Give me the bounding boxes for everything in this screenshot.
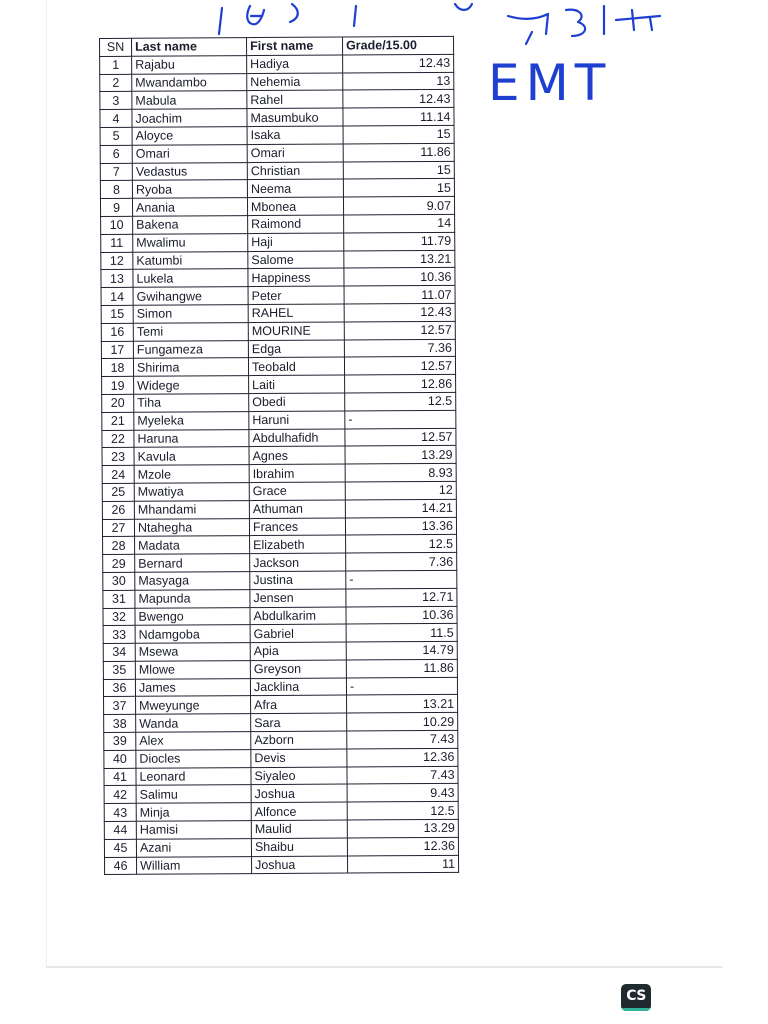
cell-sn: 13 bbox=[101, 270, 133, 288]
cell-sn: 22 bbox=[102, 430, 134, 448]
cell-sn: 7 bbox=[100, 163, 132, 181]
cell-grade: 7.36 bbox=[344, 339, 455, 357]
cell-sn: 46 bbox=[105, 857, 137, 875]
cell-sn: 36 bbox=[103, 679, 135, 697]
cell-last-name: Masyaga bbox=[135, 571, 250, 589]
cell-grade: 7.43 bbox=[347, 766, 458, 784]
cell-sn: 17 bbox=[101, 341, 133, 359]
table-row bbox=[104, 819, 458, 839]
cell-sn: 24 bbox=[102, 465, 134, 483]
cell-grade: 12.5 bbox=[347, 802, 458, 820]
cell-grade: 11.79 bbox=[344, 232, 455, 250]
cell-last-name: Bernard bbox=[135, 554, 250, 572]
table-row bbox=[103, 624, 457, 644]
cell-first-name: Peter bbox=[248, 286, 344, 304]
table-row bbox=[100, 90, 454, 110]
cell-first-name: Elizabeth bbox=[250, 535, 346, 553]
cell-first-name: Apia bbox=[250, 642, 346, 660]
cell-sn: 34 bbox=[103, 643, 135, 661]
cell-last-name: Diocles bbox=[136, 749, 251, 767]
cell-last-name: Rajabu bbox=[132, 55, 247, 73]
cell-grade: 10.29 bbox=[347, 713, 458, 731]
cell-sn: 45 bbox=[104, 839, 136, 857]
cell-first-name: Abdulkarim bbox=[250, 607, 346, 625]
cell-grade: - bbox=[346, 570, 457, 588]
cell-grade: 14 bbox=[344, 214, 455, 232]
cell-grade: 13 bbox=[343, 72, 454, 90]
cell-first-name: Obedi bbox=[249, 393, 345, 411]
table-row bbox=[101, 339, 455, 359]
cell-last-name: Temi bbox=[133, 322, 248, 340]
cell-last-name: Ntahegha bbox=[134, 518, 249, 536]
cell-grade: 14.79 bbox=[346, 641, 457, 659]
cell-first-name: Frances bbox=[249, 518, 345, 536]
cell-grade: 12.43 bbox=[343, 90, 454, 108]
table-row bbox=[100, 161, 454, 181]
cell-last-name: Mapunda bbox=[135, 589, 250, 607]
cell-last-name: Simon bbox=[133, 305, 248, 323]
cell-grade: 12.43 bbox=[343, 54, 454, 72]
table-row bbox=[103, 677, 457, 697]
table-row bbox=[104, 802, 458, 822]
header-first-name: First name bbox=[247, 37, 343, 55]
cell-first-name: Gabriel bbox=[250, 624, 346, 642]
cell-first-name: Teobald bbox=[248, 357, 344, 375]
cell-sn: 31 bbox=[103, 590, 135, 608]
cell-last-name: Anania bbox=[132, 198, 247, 216]
cell-grade: 13.29 bbox=[345, 446, 456, 464]
table-row bbox=[101, 214, 455, 234]
cell-first-name: Haji bbox=[248, 233, 344, 251]
cell-first-name: Jensen bbox=[250, 589, 346, 607]
table-row bbox=[104, 784, 458, 804]
cell-last-name: Hamisi bbox=[136, 821, 251, 839]
paper-bottom-edge bbox=[46, 966, 722, 968]
cell-last-name: Leonard bbox=[136, 767, 251, 785]
cell-last-name: Azani bbox=[136, 838, 251, 856]
cell-sn: 6 bbox=[100, 145, 132, 163]
cell-sn: 32 bbox=[103, 608, 135, 626]
cell-sn: 37 bbox=[104, 697, 136, 715]
cell-last-name: Bakena bbox=[133, 216, 248, 234]
table-row bbox=[102, 392, 456, 412]
cell-grade: 9.07 bbox=[343, 197, 454, 215]
cell-first-name: Edga bbox=[248, 340, 344, 358]
cell-sn: 1 bbox=[100, 56, 132, 74]
cell-sn: 5 bbox=[100, 127, 132, 145]
handwritten-emt: EMT bbox=[488, 54, 612, 110]
table-row bbox=[102, 481, 456, 501]
cell-first-name: Ibrahim bbox=[249, 464, 345, 482]
table-row bbox=[103, 659, 457, 679]
cell-sn: 25 bbox=[102, 483, 134, 501]
cell-grade: 12.57 bbox=[344, 321, 455, 339]
cell-grade: - bbox=[345, 410, 456, 428]
cell-last-name: Mlowe bbox=[135, 660, 250, 678]
cell-grade: 11.5 bbox=[346, 624, 457, 642]
paper-left-edge bbox=[46, 0, 47, 966]
table-row bbox=[104, 837, 458, 857]
cell-first-name: Salome bbox=[248, 251, 344, 269]
cell-first-name: Mbonea bbox=[247, 197, 343, 215]
cell-first-name: Happiness bbox=[248, 268, 344, 286]
cell-last-name: Joachim bbox=[132, 109, 247, 127]
cell-last-name: Mzole bbox=[134, 465, 249, 483]
cell-first-name: Sara bbox=[251, 713, 347, 731]
cell-sn: 42 bbox=[104, 786, 136, 804]
cell-sn: 8 bbox=[100, 181, 132, 199]
cell-last-name: Shirima bbox=[133, 358, 248, 376]
cell-first-name: Azborn bbox=[251, 731, 347, 749]
cell-grade: - bbox=[346, 677, 457, 695]
cell-grade: 12.86 bbox=[345, 374, 456, 392]
table-row bbox=[103, 535, 457, 555]
cell-grade: 13.21 bbox=[344, 250, 455, 268]
cell-first-name: Omari bbox=[247, 144, 343, 162]
cell-last-name: Mweyunge bbox=[136, 696, 251, 714]
cell-last-name: Myeleka bbox=[134, 411, 249, 429]
table-row bbox=[101, 268, 455, 288]
cell-first-name: Laiti bbox=[249, 375, 345, 393]
table-row bbox=[101, 285, 455, 305]
cell-sn: 40 bbox=[104, 750, 136, 768]
cell-sn: 18 bbox=[101, 359, 133, 377]
cell-grade: 14.21 bbox=[345, 499, 456, 517]
cell-grade: 12.5 bbox=[345, 392, 456, 410]
cell-last-name: Mhandami bbox=[134, 500, 249, 518]
cell-grade: 12.36 bbox=[347, 748, 458, 766]
cell-grade: 11.14 bbox=[343, 108, 454, 126]
cell-first-name: Hadiya bbox=[247, 55, 343, 73]
table-body bbox=[100, 54, 459, 875]
header-last-name: Last name bbox=[132, 38, 247, 56]
cell-sn: 26 bbox=[102, 501, 134, 519]
cell-last-name: Vedastus bbox=[132, 162, 247, 180]
table-row bbox=[101, 303, 455, 323]
cell-first-name: Raimond bbox=[248, 215, 344, 233]
table-row bbox=[104, 748, 458, 768]
cell-first-name: Justina bbox=[250, 571, 346, 589]
cell-grade: 15 bbox=[343, 125, 454, 143]
cell-sn: 33 bbox=[103, 626, 135, 644]
cell-last-name: Kavula bbox=[134, 447, 249, 465]
header-grade: Grade/15.00 bbox=[342, 36, 453, 54]
cell-last-name: Widege bbox=[134, 376, 249, 394]
table-row bbox=[101, 357, 455, 377]
cell-grade: 15 bbox=[343, 179, 454, 197]
cell-sn: 15 bbox=[101, 305, 133, 323]
cell-last-name: Salimu bbox=[136, 785, 251, 803]
table-row bbox=[103, 570, 457, 590]
table-row bbox=[102, 463, 456, 483]
cell-sn: 35 bbox=[103, 661, 135, 679]
cell-last-name: Lukela bbox=[133, 269, 248, 287]
cell-sn: 27 bbox=[102, 519, 134, 537]
table-row bbox=[102, 410, 456, 430]
cell-sn: 29 bbox=[103, 554, 135, 572]
cell-first-name: Shaibu bbox=[251, 838, 347, 856]
cell-last-name: Bwengo bbox=[135, 607, 250, 625]
cell-grade: 11.86 bbox=[343, 143, 454, 161]
cell-last-name: Wanda bbox=[136, 714, 251, 732]
cell-first-name: Joshua bbox=[251, 784, 347, 802]
table-row bbox=[102, 428, 456, 448]
cell-last-name: Gwihangwe bbox=[133, 287, 248, 305]
cell-first-name: RAHEL bbox=[248, 304, 344, 322]
cell-first-name: Devis bbox=[251, 749, 347, 767]
cell-sn: 23 bbox=[102, 448, 134, 466]
cell-sn: 9 bbox=[100, 198, 132, 216]
cell-sn: 19 bbox=[102, 376, 134, 394]
cell-last-name: Aloyce bbox=[132, 127, 247, 145]
cell-first-name: Athuman bbox=[249, 500, 345, 518]
grades-table bbox=[99, 36, 459, 876]
cell-first-name: Grace bbox=[249, 482, 345, 500]
cell-first-name: Agnes bbox=[249, 446, 345, 464]
cell-first-name: MOURINE bbox=[248, 322, 344, 340]
table-row bbox=[101, 321, 455, 341]
cell-last-name: Ndamgoba bbox=[135, 625, 250, 643]
table-row bbox=[103, 552, 457, 572]
header-sn: SN bbox=[100, 38, 132, 56]
table-row bbox=[104, 730, 458, 750]
cell-sn: 4 bbox=[100, 109, 132, 127]
cell-grade: 7.36 bbox=[346, 552, 457, 570]
cell-grade: 13.29 bbox=[347, 819, 458, 837]
cell-first-name: Maulid bbox=[251, 820, 347, 838]
cell-grade: 12.43 bbox=[344, 303, 455, 321]
cell-grade: 10.36 bbox=[346, 606, 457, 624]
cell-first-name: Siyaleo bbox=[251, 767, 347, 785]
table-row bbox=[102, 374, 456, 394]
cell-sn: 10 bbox=[101, 216, 133, 234]
cell-last-name: William bbox=[137, 856, 252, 874]
cell-first-name: Greyson bbox=[250, 660, 346, 678]
cell-first-name: Jackson bbox=[250, 553, 346, 571]
cell-sn: 39 bbox=[104, 732, 136, 750]
table-row bbox=[105, 855, 459, 875]
cell-sn: 20 bbox=[102, 394, 134, 412]
cell-first-name: Isaka bbox=[247, 126, 343, 144]
table-header-row bbox=[100, 36, 454, 56]
cell-first-name: Haruni bbox=[249, 411, 345, 429]
cell-last-name: Tiha bbox=[134, 394, 249, 412]
cell-sn: 21 bbox=[102, 412, 134, 430]
cell-grade: 13.21 bbox=[347, 695, 458, 713]
cell-grade: 12 bbox=[345, 481, 456, 499]
table-row bbox=[100, 72, 454, 92]
table-row bbox=[103, 588, 457, 608]
cell-grade: 10.36 bbox=[344, 268, 455, 286]
cell-last-name: Msewa bbox=[135, 643, 250, 661]
cell-last-name: Mwalimu bbox=[133, 233, 248, 251]
cell-grade: 12.5 bbox=[346, 535, 457, 553]
cell-last-name: Katumbi bbox=[133, 251, 248, 269]
cell-grade: 11 bbox=[347, 855, 458, 873]
table-row bbox=[100, 125, 454, 145]
camscanner-logo: CS bbox=[621, 984, 651, 1011]
cell-first-name: Neema bbox=[247, 179, 343, 197]
table-row bbox=[100, 108, 454, 128]
table-row bbox=[100, 143, 454, 163]
cell-sn: 16 bbox=[101, 323, 133, 341]
cell-last-name: Fungameza bbox=[133, 340, 248, 358]
table-row bbox=[104, 713, 458, 733]
cell-sn: 44 bbox=[104, 821, 136, 839]
cell-last-name: Alex bbox=[136, 732, 251, 750]
cell-grade: 12.57 bbox=[345, 428, 456, 446]
cell-first-name: Afra bbox=[251, 695, 347, 713]
cell-last-name: Ryoba bbox=[132, 180, 247, 198]
table-row bbox=[102, 517, 456, 537]
cell-sn: 14 bbox=[101, 287, 133, 305]
cell-sn: 41 bbox=[104, 768, 136, 786]
table-row bbox=[101, 250, 455, 270]
cell-sn: 11 bbox=[101, 234, 133, 252]
cell-sn: 2 bbox=[100, 74, 132, 92]
table-row bbox=[100, 54, 454, 74]
table-row bbox=[102, 446, 456, 466]
cell-last-name: Mwandambo bbox=[132, 73, 247, 91]
cell-last-name: Madata bbox=[135, 536, 250, 554]
cell-first-name: Nehemia bbox=[247, 73, 343, 91]
cell-grade: 13.36 bbox=[345, 517, 456, 535]
cell-last-name: James bbox=[135, 678, 250, 696]
cell-last-name: Minja bbox=[136, 803, 251, 821]
cell-sn: 12 bbox=[101, 252, 133, 270]
cell-sn: 43 bbox=[104, 804, 136, 822]
cell-first-name: Alfonce bbox=[251, 802, 347, 820]
cell-sn: 3 bbox=[100, 92, 132, 110]
cell-first-name: Jacklina bbox=[250, 678, 346, 696]
cell-last-name: Mwatiya bbox=[134, 483, 249, 501]
table-row bbox=[100, 197, 454, 217]
cell-first-name: Joshua bbox=[252, 856, 348, 874]
cell-first-name: Christian bbox=[247, 162, 343, 180]
table-row bbox=[101, 232, 455, 252]
cell-grade: 9.43 bbox=[347, 784, 458, 802]
cell-sn: 28 bbox=[103, 537, 135, 555]
table-row bbox=[104, 766, 458, 786]
cell-last-name: Omari bbox=[132, 144, 247, 162]
cell-first-name: Masumbuko bbox=[247, 108, 343, 126]
table-row bbox=[100, 179, 454, 199]
cell-first-name: Rahel bbox=[247, 90, 343, 108]
cell-grade: 11.86 bbox=[346, 659, 457, 677]
cell-sn: 38 bbox=[104, 715, 136, 733]
cell-grade: 8.93 bbox=[345, 463, 456, 481]
cell-grade: 7.43 bbox=[347, 730, 458, 748]
table-row bbox=[102, 499, 456, 519]
cell-grade: 11.07 bbox=[344, 285, 455, 303]
cell-grade: 12.71 bbox=[346, 588, 457, 606]
cell-grade: 15 bbox=[343, 161, 454, 179]
table-row bbox=[103, 641, 457, 661]
cell-first-name: Abdulhafidh bbox=[249, 429, 345, 447]
cell-sn: 30 bbox=[103, 572, 135, 590]
table-row bbox=[104, 695, 458, 715]
cell-last-name: Haruna bbox=[134, 429, 249, 447]
table-row bbox=[103, 606, 457, 626]
cell-grade: 12.57 bbox=[344, 357, 455, 375]
cell-grade: 12.36 bbox=[347, 837, 458, 855]
cell-last-name: Mabula bbox=[132, 91, 247, 109]
